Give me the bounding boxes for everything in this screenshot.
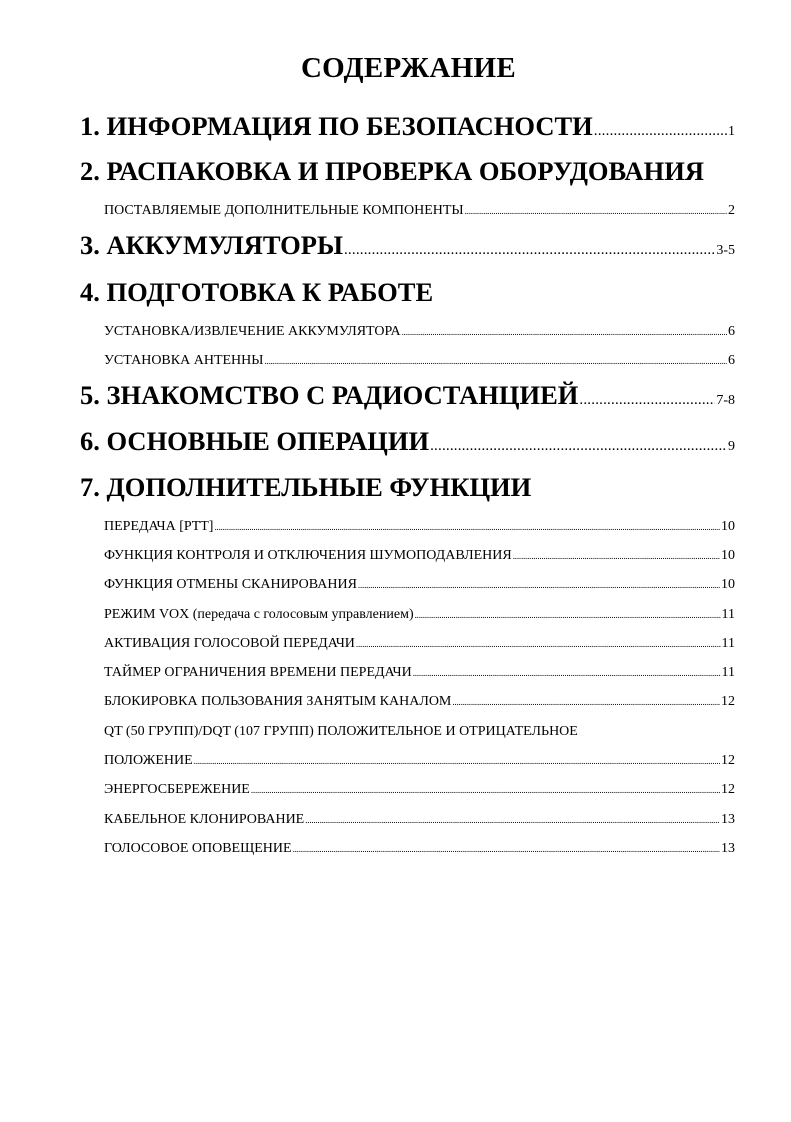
toc-section-6[interactable] xyxy=(80,426,735,457)
toc-page-number: 13 xyxy=(721,841,735,856)
toc-subitem-label: ФУНКЦИЯ КОНТРОЛЯ И ОТКЛЮЧЕНИЯ ШУМОПОДАВЛЕНИЯ xyxy=(104,548,512,563)
toc-subitem-label: ТАЙМЕР ОГРАНИЧЕНИЯ ВРЕМЕНИ ПЕРЕДАЧИ xyxy=(104,665,412,680)
toc-leader-dots xyxy=(513,551,720,561)
toc-subitem[interactable] xyxy=(104,519,735,535)
toc-section-3[interactable] xyxy=(80,230,735,261)
toc-leader-dots xyxy=(430,438,727,455)
toc-leader-dots xyxy=(194,756,720,766)
toc-section-label: 1. ИНФОРМАЦИЯ ПО БЕЗОПАСНОСТИ xyxy=(80,111,593,141)
toc-leader-dots xyxy=(293,844,720,854)
toc-subitem-label: ПОСТАВЛЯЕМЫЕ ДОПОЛНИТЕЛЬНЫЕ КОМПОНЕНТЫ xyxy=(104,203,464,218)
toc-subitem-label: ФУНКЦИЯ ОТМЕНЫ СКАНИРОВАНИЯ xyxy=(104,577,357,592)
toc-leader-dots xyxy=(579,392,715,409)
toc-leader-dots xyxy=(358,580,720,590)
toc-subitem[interactable] xyxy=(104,782,735,798)
toc-page-number: 12 xyxy=(721,753,735,768)
toc-leader-dots xyxy=(452,697,720,707)
toc-subitem[interactable] xyxy=(104,324,735,340)
toc-subitem-label: КАБЕЛЬНОЕ КЛОНИРОВАНИЕ xyxy=(104,812,305,827)
toc-leader-dots xyxy=(305,815,720,825)
toc-subitem-label: УСТАНОВКА АНТЕННЫ xyxy=(104,353,264,368)
toc-page-number: 12 xyxy=(721,782,735,797)
toc-subitem-label: ПОЛОЖЕНИЕ xyxy=(104,753,193,768)
toc-page-number: 7-8 xyxy=(716,393,735,408)
toc-section-1[interactable] xyxy=(80,111,735,142)
toc-leader-dots xyxy=(356,639,721,649)
toc-section-label: 7. ДОПОЛНИТЕЛЬНЫЕ ФУНКЦИИ xyxy=(80,472,532,502)
toc-subitem-label: УСТАНОВКА/ИЗВЛЕЧЕНИЕ АККУМУЛЯТОРА xyxy=(104,324,401,339)
toc-section-5[interactable] xyxy=(80,380,735,411)
page-title: СОДЕРЖАНИЕ xyxy=(300,52,517,84)
toc-page-number: 11 xyxy=(721,665,735,680)
toc-subitem-label: БЛОКИРОВКА ПОЛЬЗОВАНИЯ ЗАНЯТЫМ КАНАЛОМ xyxy=(104,694,452,709)
toc-page-number: 10 xyxy=(721,577,735,592)
toc-leader-dots xyxy=(594,123,727,140)
toc-subitem[interactable] xyxy=(104,353,735,369)
toc-section-7[interactable] xyxy=(80,472,735,503)
toc-leader-dots xyxy=(413,668,721,678)
toc-section-label: 3. АККУМУЛЯТОРЫ xyxy=(80,230,343,260)
toc-subitem-label: ЭНЕРГОСБЕРЕЖЕНИЕ xyxy=(104,782,250,797)
toc-page-number: 13 xyxy=(721,812,735,827)
toc-subitem[interactable] xyxy=(104,841,735,857)
toc-subitem[interactable] xyxy=(104,812,735,828)
toc-subitem-label: РЕЖИМ VOX (передача с голосовым управлением) xyxy=(104,607,414,622)
toc-leader-dots xyxy=(344,242,715,259)
toc-section-label: 6. ОСНОВНЫЕ ОПЕРАЦИИ xyxy=(80,426,430,456)
toc-subitem[interactable] xyxy=(104,694,735,710)
toc-section-label: 2. РАСПАКОВКА И ПРОВЕРКА ОБОРУДОВАНИЯ xyxy=(80,156,705,186)
toc-leader-dots xyxy=(264,356,727,366)
toc-page-number: 11 xyxy=(721,607,735,622)
toc-subitem[interactable] xyxy=(104,636,735,652)
toc-page-number: 10 xyxy=(721,548,735,563)
toc-page-number: 9 xyxy=(728,439,735,454)
toc-subitem[interactable] xyxy=(104,753,735,769)
toc-section-2[interactable] xyxy=(80,156,735,187)
toc-subitem[interactable] xyxy=(104,665,735,681)
toc-leader-dots xyxy=(251,785,720,795)
toc-page-number: 6 xyxy=(728,324,735,339)
toc-page-number: 3-5 xyxy=(716,243,735,258)
toc-subitem-label: ПЕРЕДАЧА [PTT] xyxy=(104,519,214,534)
toc-page-number: 2 xyxy=(728,203,735,218)
toc-subitem-label: АКТИВАЦИЯ ГОЛОСОВОЙ ПЕРЕДАЧИ xyxy=(104,636,355,651)
toc-subitem[interactable] xyxy=(104,203,735,219)
toc-leader-dots xyxy=(465,206,727,216)
toc-subitem-label: ГОЛОСОВОЕ ОПОВЕЩЕНИЕ xyxy=(104,841,292,856)
toc-section-4[interactable] xyxy=(80,277,735,308)
toc-subitem[interactable] xyxy=(104,577,735,593)
toc-page-number: 6 xyxy=(728,353,735,368)
toc-subitem[interactable] xyxy=(104,607,735,623)
toc-page-number: 11 xyxy=(721,636,735,651)
toc-page-number: 1 xyxy=(728,124,735,139)
toc-page-number: 12 xyxy=(721,694,735,709)
toc-section-label: 5. ЗНАКОМСТВО С РАДИОСТАНЦИЕЙ xyxy=(80,380,579,410)
toc-section-label: 4. ПОДГОТОВКА К РАБОТЕ xyxy=(80,277,434,307)
toc-leader-dots xyxy=(214,522,720,532)
toc-page-number: 10 xyxy=(721,519,735,534)
toc-subitem[interactable] xyxy=(104,548,735,564)
toc-subitem-line[interactable]: QT (50 ГРУПП)/DQT (107 ГРУПП) ПОЛОЖИТЕЛЬНОЕ И ОТРИЦАТЕЛЬНОЕ xyxy=(104,724,578,739)
toc-leader-dots xyxy=(415,610,721,620)
toc-leader-dots xyxy=(402,327,727,337)
